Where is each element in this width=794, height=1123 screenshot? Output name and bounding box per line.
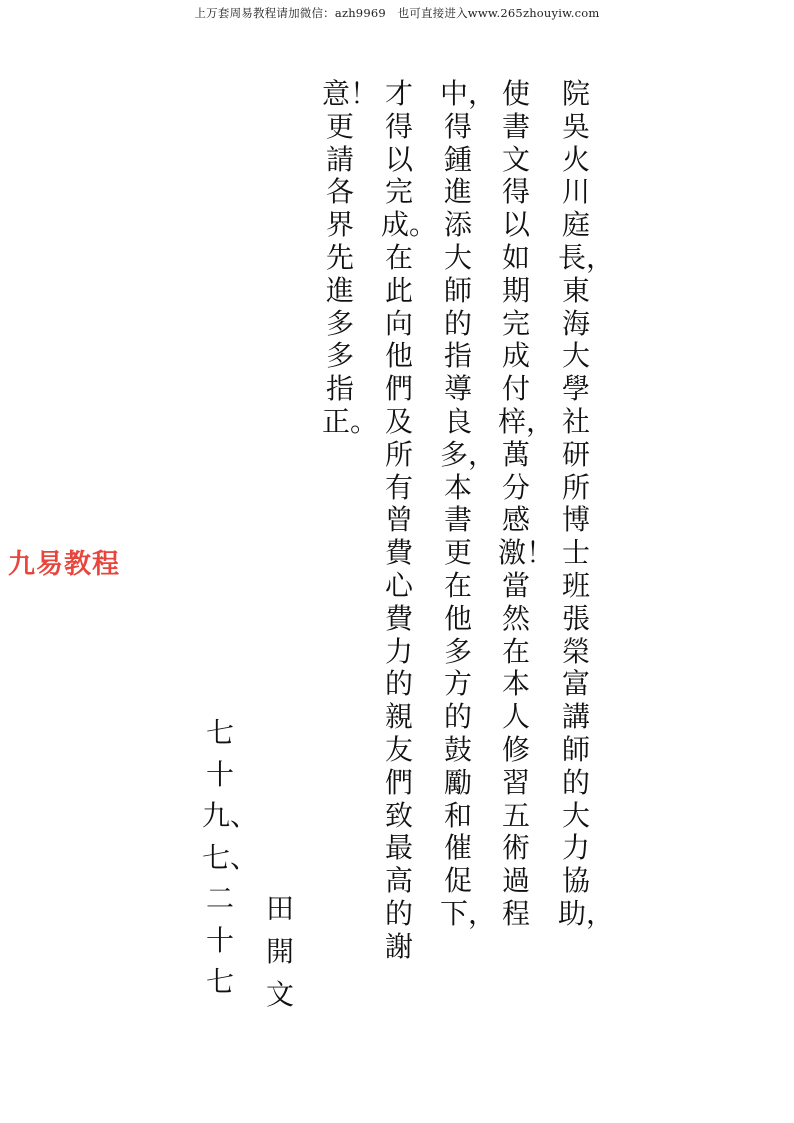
body-column-4: 才得以完成。在此向他們及所有曾費心費力的親友們致最高的謝 <box>381 77 438 963</box>
author-signature: 田開文 <box>265 892 294 1011</box>
header-note: 上万套周易教程请加微信：azh9969 也可直接进入www.265zhouyiw.com <box>194 6 600 20</box>
body-column-5: 意！更請各界先進多多指正。 <box>322 77 379 438</box>
body-column-3: 中，得鍾進添大師的指導良多，本書更在他多方的鼓勵和催促下， <box>440 77 497 930</box>
watermark-logo: 九易教程 <box>8 549 120 580</box>
body-column-1: 院吳火川庭長，東海大學社研所博士班張榮富講師的大力協助， <box>558 77 615 930</box>
signature-date: 七十九、七、二十七 <box>202 716 259 998</box>
body-column-2: 使書文得以如期完成付梓，萬分感激！當然在本人修習五術過程 <box>498 77 555 930</box>
